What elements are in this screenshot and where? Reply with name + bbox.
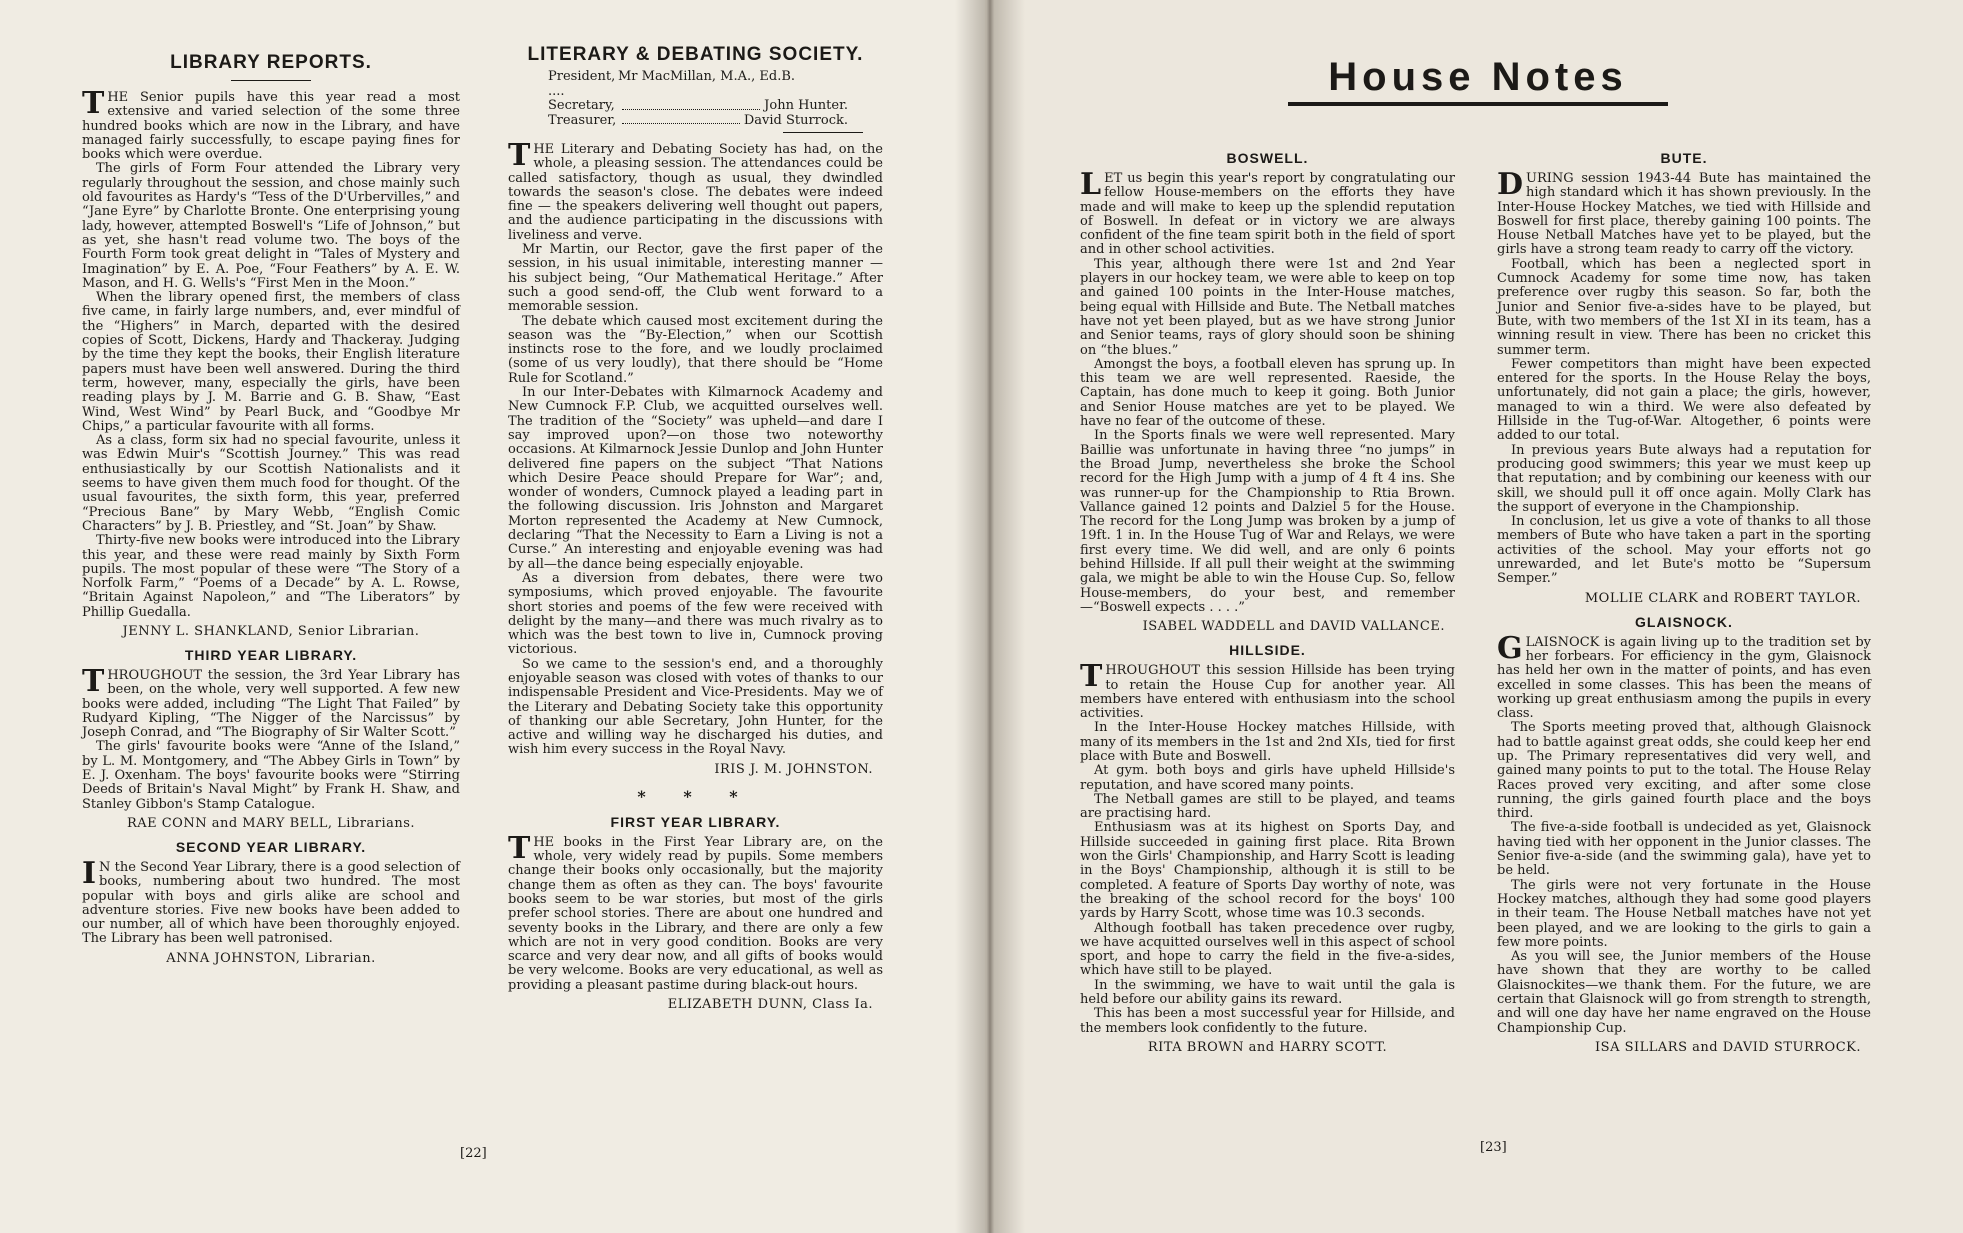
signature: ISA SILLARS and DAVID STURROCK. [1595,1039,1861,1055]
boswell-title: BOSWELL. [1226,150,1309,166]
house-notes-title: House Notes [1288,55,1668,106]
officer-role: President, .... [548,69,616,99]
paragraph: This year, although there were 1st and 2nd Year players in our hockey team, we were able to keep on top and gained 100 points in the Inter-House matches, being equal with Hillside and Bute. The Netball matches have not yet been played, but as we have strong Junior and Senior teams, rays of glory should soon be shining on “the blues.” [1080,256,1455,358]
left-column-1 [82,52,460,972]
paragraph: At gym. both boys and girls have upheld Hillside's reputation, and have scored many points. [1080,763,1455,793]
paragraph: THROUGHOUT the session, the 3rd Year Library has been, on the whole, very well supported. A few new books were added, including “The Light That Failed” by Rudyard Kipling, “The Nigger of the Narcissus” by Joseph Conrad, and “The Biography of Sir Walter Scott.” [82,663,460,741]
paragraph: In our Inter-Debates with Kilmarnock Academy and New Cumnock F.P. Club, we acquitted ourselves well. The tradition of the “Society” was upheld—and dare I say improved upon?—on those two noteworthy occasions. At Kilmarnock Jessie Dunlop and John Hunter delivered fine papers on the subject “That Nations which Desire Peace should Prepare for War”; and, wonder of wonders, Cumnock played a leading part in the following discussion. Iris Johnston and Margaret Morton represented the Academy at New Cumnock, declaring “That the Necessity to Earn a Living is not a Curse.” An interesting and enjoyable evening was had by all—the dance being especially enjoyable. [508,385,883,572]
dot-leader [622,99,760,110]
signature: ELIZABETH DUNN, Class Ia. [667,997,873,1013]
paragraph: Football, which has been a neglected sport in Cumnock Academy for some time now, has taken preference over rugby this season. So far, both the Junior and Senior five-a-sides have to be played, but Bute, with two members of the 1st XI in its team, has a winning result in view. There has been no cricket this summer term. [1497,256,1871,358]
paragraph: Fewer competitors than might have been expected entered for the sports. In the House Relay the boys, unfortunately, did not gain a place; the girls, however, managed to win a third. We were also defeated by Hillside in the Tug-of-War. Altogether, 6 points were added to our total. [1497,356,1871,444]
signature: JENNY L. SHANKLAND, Senior Librarian. [122,623,420,639]
officer-role: Treasurer, [548,112,617,128]
paragraph: In the Inter-House Hockey matches Hillside, with many of its members in the 1st and 2nd XIs, tied for first place with Bute and Boswell. [1080,720,1455,764]
paragraph: Enthusiasm was at its highest on Sports Day, and Hillside succeeded in gaining first place. Rita Brown won the Girls' Championship, and Harry Scott is leading in the Boys' Championship, although it is still to be completed. A feature of Sports Day worthy of note, was the breaking of the school record for the boys' 100 yards by Harry Scott, whose time was 10.3 seconds. [1080,820,1455,922]
second-year-library-title: SECOND YEAR LIBRARY. [175,838,367,855]
paragraph: The Sports meeting proved that, although Glaisnock had to battle against great odds, she could keep her end up. The Primary representatives did very well, and gained many points to put to the total. The House Relay Races proved very exciting, and after some close running, the girls gained fourth place and the boys third. [1497,720,1871,822]
book-gutter-shadow [955,0,1025,1233]
signature: ISABEL WADDELL and DAVID VALLANCE. [1142,619,1445,635]
right-column-1 [1080,142,1455,1061]
paragraph: The debate which caused most excitement during the season was the “By-Election,” when our Scottish instincts rose to the fore, and we loudly proclaimed (some of us very loudly), that there should be “Home Rule for Scotland.” [508,313,883,386]
paragraph: This has been a most successful year for Hillside, and the members look confidently to the future. [1080,1006,1455,1036]
library-reports-title: LIBRARY REPORTS. [170,52,372,73]
paragraph: In the swimming, we have to wait until the gala is held before our ability gains its reward. [1080,977,1455,1008]
section-separator-stars: * * * [637,786,754,806]
signature: RITA BROWN and HARRY SCOTT. [1147,1039,1388,1055]
paragraph: The Netball games are still to be played, and teams are practising hard. [1080,791,1455,822]
officer-name: David Sturrock. [743,112,848,128]
right-column-2 [1497,142,1871,1061]
officer-name: Mr MacMillan, M.A., Ed.B. [618,69,796,84]
signature: MOLLIE CLARK and ROBERT TAYLOR. [1584,590,1861,606]
paragraph: LET us begin this year's report by congratulating our fellow House-members on the efforts they have made and will make to keep up the splendid reputation of Boswell. In defeat or in victory we are always confident of the fine team spirit both in the field of sport and in other school activities. [1080,167,1455,258]
officer-row [548,114,848,129]
third-year-library-title: THIRD YEAR LIBRARY. [184,646,358,663]
officers-list [508,70,883,128]
officer-role: Secretary, [548,98,615,113]
paragraph: Mr Martin, our Rector, gave the first paper of the session, in his usual inimitable, interesting manner — his subject being, “Our Mathematical Heritage.” After such a good send-off, the Club went forward to a memorable session. [508,242,883,315]
page-number-left: [22] [460,1146,487,1161]
paragraph: As a class, form six had no special favourite, unless it was Edwin Muir's “Scottish Journey.” This was read enthusiastically by our Scottish Nationalists and it seems to have given them much food for thought. Of the usual favourites, the sixth form, this year, preferred “Precious Bane” by Mary Webb, “English Comic Characters” by J. B. Priestley, and “St. Joan” by Shaw. [82,433,460,534]
paragraph: IN the Second Year Library, there is a good selection of books, numbering about two hundred. The most popular with boys and girls alike are school and adventure stories. Five new books have been added to our number, all of which have been thoroughly enjoyed. The Library has been well patronised. [82,855,460,947]
paragraph: THROUGHOUT this session Hillside has been trying to retain the House Cup for another year. All members have entered with enthusiasm into the school activities. [1080,659,1455,722]
title-rule [783,132,863,133]
paragraph: In conclusion, let us give a vote of thanks to all those members of Bute who have taken a part in the sporting activities of the school. May your efforts not go unrewarded, and let Bute's motto be “Supersum Semper.” [1497,514,1871,587]
paragraph: The girls' favourite books were “Anne of the Island,” by L. M. Montgomery, and “The Abbey Girls in Town” by E. J. Oxenham. The boys' favourite books were “Stirring Deeds of Britain's Naval Might” by Frank H. Shaw, and Stanley Gibbon's Stamp Catalogue. [82,739,460,812]
title-rule [231,80,311,81]
paragraph: In the Sports finals we were well represented. Mary Baillie was unfortunate in having three “no jumps” in the Broad Jump, nevertheless she broke the School record for the High Jump with a jump of 4 ft 4 ins. She was runner-up for the Championship to Rtia Brown. Vallance gained 12 points and Dalziel 5 for the House. The record for the Long Jump was broken by a jump of 19ft. 1 in. In the House Tug of War and Relays, we were first every time. We did well, and are only 6 points behind Hillside. If all pull their weight at the swimming gala, we might be able to win the House Cup. So, fellow House-members, do your best, and remember —“Boswell expects . . . .” [1080,428,1455,615]
paragraph: So we came to the session's end, and a thoroughly enjoyable season was closed with votes of thanks to our indispensable President and Vice-Presidents. May we of the Literary and Debating Society take this opportunity of thanking our able Secretary, John Hunter, for the active and willing way he discharged his duties, and wish him every success in the Royal Navy. [508,656,883,758]
paragraph: The girls were not very fortunate in the House Hockey matches, although they had some good players in their team. The House Netball matches have not yet been played, and we are looking to the girls to gain a few more points. [1497,877,1871,950]
signature: RAE CONN and MARY BELL, Librarians. [126,815,416,831]
dot-leader [622,114,740,125]
officer-row [548,70,848,99]
paragraph: THE Literary and Debating Society has had, on the whole, a pleasing session. The attendances could be called satisfactory, though as usual, they dwindled towards the season's close. The debates were indeed fine — the speakers delivering well thought out papers, and the audience participating in the discussions with liveliness and verve. [508,138,883,243]
paragraph: When the library opened first, the members of class five came, in fairly large numbers, and, ever mindful of the “Highers” in March, departed with the desired copies of Scott, Dickens, Hardy and Thackeray. Judging by the time they kept the books, their English literature papers must have been well answered. During the third term, however, many, especially the girls, have been reading plays by J. M. Barrie and G. B. Shaw, “East Wind, West Wind” by Pearl Buck, and “Goodbye Mr Chips,” a particular favourite with all forms. [82,290,460,434]
first-year-library-title: FIRST YEAR LIBRARY. [610,813,781,830]
glaisnock-title: GLAISNOCK. [1635,613,1733,630]
page-number-right: [23] [1480,1140,1507,1155]
paragraph: THE Senior pupils have this year read a most extensive and varied selection of the some three hundred books which are now in the Library, and have managed fairly successfully, to escape paying fines for books which were overdue. [82,86,460,163]
paragraph: Amongst the boys, a football eleven has sprung up. In this team we are well represented. Raeside, the Captain, has done much to keep it going. Both Junior and Senior House matches are yet to be played. We have no fear of the outcome of these. [1080,356,1455,430]
paragraph: In previous years Bute always had a reputation for producing good swimmers; this year we must keep up that reputation; and by combining our keeness with our skill, we should pull it off once again. Molly Clark has the support of everyone in the Championship. [1497,442,1871,515]
paragraph: The girls of Form Four attended the Library very regularly throughout the session, and chose mainly such old favourites as Hardy's “Tess of the D'Urbervilles,” and “Jane Eyre” by Charlotte Bronte. One enterprising young lady, however, attempted Boswell's “Life of Johnson,” but as yet, she hasn't read volume two. The boys of the Fourth Form took great delight in “Tales of Mystery and Imagination” by E. A. Poe, “Four Feathers” by A. E. W. Mason, and H. G. Wells's “First Men in the Moon.” [82,161,460,291]
hillside-title: HILLSIDE. [1229,642,1306,659]
paragraph: Although football has taken precedence over rugby, we have acquitted ourselves well in this aspect of school sport, and hope to carry the field in the five-a-sides, which have still to be played. [1080,920,1455,979]
left-column-2 [508,44,883,1018]
bute-title: BUTE. [1660,150,1708,166]
paragraph: As a diversion from debates, there were two symposiums, which proved enjoyable. The favourite short stories and poems of the few were received with delight by the many—and there was much rivalry as to which was the best town to live in, Cumnock proving victorious. [508,570,883,658]
literary-debating-title: LITERARY & DEBATING SOCIETY. [527,44,864,65]
paragraph: GLAISNOCK is again living up to the tradition set by her forbears. For efficiency in the gym, Glaisnock has held her own in the matter of points, and has even excelled in some classes. This has been the means of working up great enthusiasm among the pupils in every class. [1497,630,1871,722]
officer-row [548,99,848,114]
paragraph: As you will see, the Junior members of the House have shown that they are worthy to be called Glaisnockites—we thank them. For the future, we are certain that Glaisnock will go from strength to strength, and will one day have her name engraved on the House Championship Cup. [1497,949,1871,1036]
officer-name: John Hunter. [764,98,848,113]
signature: IRIS J. M. JOHNSTON. [714,761,873,777]
signature: ANNA JOHNSTON, Librarian. [166,950,376,966]
paragraph: THE books in the First Year Library are, on the whole, very widely read by pupils. Some members change their books only occasionally, but the majority change them as often as they can. The boys' favourite books seem to be war stories, but most of the girls prefer school stories. There are about one hundred and seventy books in the Library, and there are only a few which are not in very good condition. Books are very scarce and very dear now, and all gifts of books would be very welcome. Books are very educational, as well as providing a pleasant pastime during black-out hours. [508,830,883,993]
paragraph: DURING session 1943-44 Bute has maintained the high standard which it has shown previously. In the Inter-House Hockey Matches, we tied with Hillside and Boswell for first place, thereby gaining 100 points. The House Netball Matches have yet to be played, but the girls have a strong team ready to carry off the victory. [1497,167,1871,258]
paragraph: Thirty-five new books were introduced into the Library this year, and these were read mainly by Sixth Form pupils. The most popular of these were “The Story of a Norfolk Farm,” “Poems of a Decade” by A. L. Rowse, “Britain Against Napoleon,” and “The Liberators” by Phillip Guedalla. [82,533,460,620]
paragraph: The five-a-side football is undecided as yet, Glaisnock having tied with her opponent in the Junior classes. The Senior five-a-side (and the swimming gala), have yet to be held. [1497,820,1871,879]
